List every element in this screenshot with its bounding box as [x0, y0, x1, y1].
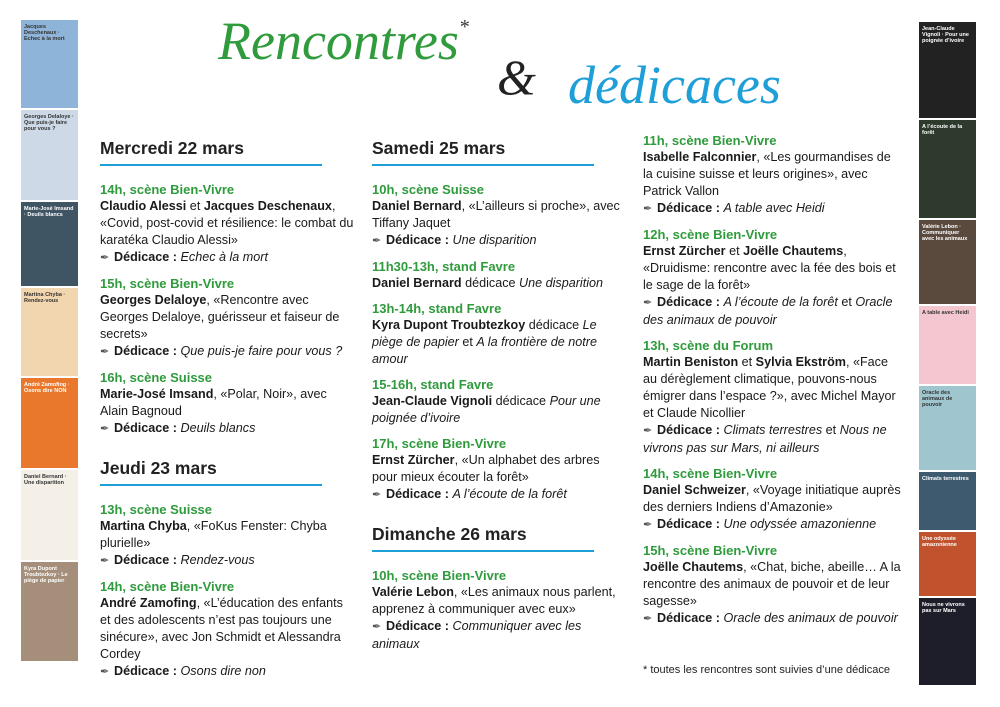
- left-book-strip: [21, 20, 78, 663]
- event-time: 14h, scène Bien-Vivre: [643, 466, 778, 481]
- event-description: [372, 585, 616, 616]
- day-heading: Mercredi 22 mars: [100, 138, 322, 166]
- event-entry: [372, 258, 622, 292]
- author-name: Joëlle Chautems: [743, 244, 844, 258]
- event-text: , «Covid, post-covid et résilience: le combat du karatéka Claudio Alessi»: [100, 199, 354, 247]
- dedicace-line: [643, 516, 901, 534]
- dedicace-line: [100, 420, 356, 438]
- dedicace-label: Dédicace :: [657, 201, 724, 215]
- event-text: , «Druidisme: rencontre avec la fée des bois et le sage de la forêt»: [643, 244, 896, 292]
- event-description: [643, 244, 896, 292]
- author-name: Ernst Zürcher: [372, 453, 455, 467]
- author-name: Jacques Deschenaux: [203, 199, 332, 213]
- book-cover-image: [21, 562, 78, 661]
- book-cover-image: [919, 306, 976, 384]
- dedicace-label: Dédicace :: [386, 233, 453, 247]
- book-cover-title: A l’écoute de la forêt: [922, 124, 963, 136]
- event-text: , «Voyage initiatique auprès des derniers Indiens d’Amazonie»: [643, 483, 901, 514]
- book-title: Oracle des animaux de pouvoir: [723, 611, 898, 625]
- event-time: 13h, scène du Forum: [643, 338, 774, 353]
- feather-pen-icon: ✒: [100, 252, 110, 264]
- event-description: [100, 293, 339, 341]
- book-cover-image: [21, 202, 78, 286]
- book-title: Que puis-je faire pour vous ?: [180, 344, 343, 358]
- book-cover-title: Marie-José Imsand · Deuils blancs: [24, 206, 74, 218]
- dedicace-label: Dédicace :: [657, 423, 724, 437]
- event-text: , «Chat, biche, abeille… A la rencontre des animaux de pouvoir et de leur sagesse»: [643, 560, 901, 608]
- event-entry: [100, 578, 356, 681]
- event-text: , «Rencontre avec Georges Delaloye, guérisseur et faiseur de secrets»: [100, 293, 340, 341]
- event-time: 11h, scène Bien-Vivre: [643, 133, 777, 148]
- book-title: Une disparition: [452, 233, 537, 247]
- book-cover-image: [919, 598, 976, 685]
- event-text: dédicace: [461, 276, 520, 290]
- book-cover-title: Valérie Lebon · Communiquer avec les animaux: [922, 224, 968, 242]
- schedule-column-2: [372, 132, 622, 661]
- book-title: A l’écoute de la forêt: [723, 295, 838, 309]
- event-text: , «FoKus Fenster: Chyba plurielle»: [100, 519, 327, 550]
- event-description: [372, 199, 620, 230]
- feather-pen-icon: ✒: [372, 621, 382, 633]
- dedicace-label: Dédicace :: [657, 611, 724, 625]
- event-entry: [643, 465, 901, 534]
- book-cover-image: [919, 472, 976, 530]
- feather-pen-icon: ✒: [372, 235, 382, 247]
- event-entry: [643, 132, 901, 218]
- dedicace-label: Dédicace :: [114, 250, 181, 264]
- author-name: Martina Chyba: [100, 519, 187, 533]
- book-cover-image: [21, 110, 78, 200]
- book-title: A l’écoute de la forêt: [452, 487, 567, 501]
- feather-pen-icon: ✒: [643, 297, 653, 309]
- event-description: [100, 596, 343, 661]
- event-time: 14h, scène Bien-Vivre: [100, 579, 235, 594]
- dedicace-line: [372, 232, 622, 250]
- day-heading: Dimanche 26 mars: [372, 524, 594, 552]
- event-time: 15h, scène Bien-Vivre: [100, 276, 235, 291]
- event-description: [643, 560, 901, 608]
- feather-pen-icon: ✒: [643, 613, 653, 625]
- event-entry: [100, 369, 356, 438]
- dedicace-line: [100, 343, 356, 361]
- event-description: [100, 387, 327, 418]
- event-description: [372, 318, 597, 366]
- event-time: 16h, scène Suisse: [100, 370, 213, 385]
- dedicace-label: Dédicace :: [657, 517, 724, 531]
- book-cover-image: [21, 378, 78, 468]
- feather-pen-icon: ✒: [643, 203, 653, 215]
- event-text: , «Les animaux nous parlent, apprenez à communiquer avec eux»: [372, 585, 616, 616]
- day-heading: Samedi 25 mars: [372, 138, 594, 166]
- event-time: 15-16h, stand Favre: [372, 377, 494, 392]
- day-heading: Jeudi 23 mars: [100, 458, 322, 486]
- book-cover-title: Daniel Bernard · Une disparition: [24, 474, 67, 486]
- event-time: 13h, scène Suisse: [100, 502, 213, 517]
- book-title: Une odyssée amazonienne: [723, 517, 877, 531]
- book-cover-title: Nous ne vivrons pas sur Mars: [922, 602, 965, 614]
- dedicace-label: Dédicace :: [114, 344, 181, 358]
- dedicace-label: Dédicace :: [386, 487, 453, 501]
- event-text: dédicace: [525, 318, 583, 332]
- book-title: Climats terrestres: [723, 423, 823, 437]
- book-title: Rendez-vous: [180, 553, 255, 567]
- schedule-column-3: [643, 132, 901, 636]
- dedicace-line: [643, 200, 901, 218]
- event-text: et: [458, 335, 477, 349]
- event-description: [372, 394, 601, 425]
- event-text: dédicace: [492, 394, 550, 408]
- author-name: André Zamofing: [100, 596, 197, 610]
- dedicace-label: Dédicace :: [386, 619, 453, 633]
- event-text: , «Face au dérèglement climatique, pouvons-nous émigrer dans l’espace ?», avec Michel Mayor et Claude Nicollier: [643, 355, 896, 420]
- event-text: , «Les gourmandises de la cuisine suisse et leurs origines», avec Patrick Vallon: [643, 150, 891, 198]
- event-text: , «L’ailleurs si proche», avec Tiffany Jaquet: [372, 199, 620, 230]
- book-cover-title: Martina Chyba · Rendez-vous: [24, 292, 66, 304]
- event-description: [643, 483, 901, 514]
- author-name: Georges Delaloye: [100, 293, 207, 307]
- event-description: [100, 199, 353, 247]
- event-entry: [643, 542, 901, 628]
- book-cover-title: Une odyssée amazonienne: [922, 536, 957, 548]
- book-cover-title: André Zamofing · Osons dire NON: [24, 382, 70, 394]
- author-name: Jean-Claude Vignoli: [372, 394, 493, 408]
- book-title: Communiquer avec les animaux: [372, 619, 582, 651]
- feather-pen-icon: ✒: [100, 346, 110, 358]
- event-description: [100, 519, 327, 550]
- dedicace-line: [372, 618, 622, 653]
- event-entry: [100, 501, 356, 570]
- author-name: Kyra Dupont Troubtezkoy: [372, 318, 526, 332]
- book-title: Oracle des animaux de pouvoir: [643, 295, 893, 327]
- book-title: Osons dire non: [180, 664, 266, 678]
- book-cover-title: A table avec Heidi: [922, 310, 969, 316]
- book-title: Une disparition: [519, 276, 604, 290]
- event-time: 12h, scène Bien-Vivre: [643, 227, 778, 242]
- book-cover-image: [919, 220, 976, 304]
- dedicace-line: [100, 552, 356, 570]
- dedicace-line: [643, 294, 901, 329]
- book-cover-image: [21, 288, 78, 376]
- event-time: 10h, scène Bien-Vivre: [372, 568, 507, 583]
- feather-pen-icon: ✒: [372, 489, 382, 501]
- book-cover-image: [919, 22, 976, 118]
- book-cover-image: [919, 386, 976, 470]
- feather-pen-icon: ✒: [100, 423, 110, 435]
- author-name: Daniel Schweizer: [643, 483, 746, 497]
- event-description: [372, 453, 600, 484]
- event-entry: [372, 300, 622, 368]
- author-name: Sylvia Ekström: [755, 355, 846, 369]
- book-cover-image: [21, 470, 78, 560]
- event-description: [643, 150, 891, 198]
- book-cover-title: Jacques Deschenaux · Echec à la mort: [24, 24, 65, 42]
- dedicace-label: Dédicace :: [114, 421, 181, 435]
- author-name: Joëlle Chautems: [643, 560, 744, 574]
- event-description: [643, 355, 896, 420]
- dedicace-label: Dédicace :: [114, 553, 181, 567]
- event-entry: [372, 376, 622, 427]
- feather-pen-icon: ✒: [643, 519, 653, 531]
- event-text: et: [837, 295, 856, 309]
- book-title: A table avec Heidi: [723, 201, 825, 215]
- event-entry: [643, 337, 901, 457]
- feather-pen-icon: ✒: [643, 425, 653, 437]
- book-title: Nous ne vivrons pas sur Mars, ni ailleurs: [643, 423, 887, 455]
- dedicace-line: [372, 486, 622, 504]
- book-cover-image: [919, 532, 976, 596]
- event-entry: [372, 181, 622, 250]
- title-dedicaces: dédicaces: [568, 55, 781, 115]
- book-title: Pour une poignée d’ivoire: [372, 394, 601, 425]
- book-cover-title: Kyra Dupont Troubtezkoy · Le piège de papier: [24, 566, 68, 584]
- book-cover-image: [919, 120, 976, 218]
- author-name: Ernst Zürcher: [643, 244, 726, 258]
- book-title: Deuils blancs: [180, 421, 256, 435]
- book-cover-title: Georges Delaloye · Que puis-je faire pour vous ?: [24, 114, 74, 132]
- event-entry: [100, 275, 356, 361]
- book-cover-title: Climats terrestres: [922, 476, 969, 482]
- event-time: 10h, scène Suisse: [372, 182, 485, 197]
- event-time: 17h, scène Bien-Vivre: [372, 436, 507, 451]
- book-cover-image: [21, 20, 78, 108]
- event-entry: [643, 226, 901, 329]
- author-name: Daniel Bernard: [372, 276, 462, 290]
- book-cover-title: Oracle des animaux de pouvoir: [922, 390, 953, 408]
- feather-pen-icon: ✒: [100, 555, 110, 567]
- dedicace-line: [100, 249, 356, 267]
- event-entry: [372, 567, 622, 653]
- event-text: et: [822, 423, 840, 437]
- feather-pen-icon: ✒: [100, 666, 110, 678]
- footnote: * toutes les rencontres sont suivies d’une dédicace: [643, 664, 891, 676]
- event-time: 11h30-13h, stand Favre: [372, 259, 516, 274]
- event-time: 14h, scène Bien-Vivre: [100, 182, 235, 197]
- event-text: et: [738, 355, 756, 369]
- dedicace-label: Dédicace :: [114, 664, 181, 678]
- title-rencontres: Rencontres*: [218, 11, 469, 71]
- event-text: et: [725, 244, 744, 258]
- author-name: Daniel Bernard: [372, 199, 462, 213]
- event-text: , «Polar, Noir», avec Alain Bagnoud: [100, 387, 327, 418]
- author-name: Valérie Lebon: [372, 585, 454, 599]
- schedule-column-1: [100, 132, 356, 689]
- author-name: Marie-José Imsand: [100, 387, 214, 401]
- event-text: , «L’éducation des enfants et des adolescents n’est pas toujours une sinécure», avec Jon Schmidt et Alessandra Cordey: [100, 596, 343, 661]
- dedicace-line: [643, 610, 901, 628]
- event-time: 15h, scène Bien-Vivre: [643, 543, 778, 558]
- event-text: et: [186, 199, 204, 213]
- book-cover-title: Jean-Claude Vignoli · Pour une poignée d’ivoire: [922, 26, 969, 44]
- right-book-strip: [919, 22, 976, 687]
- event-text: , «Un alphabet des arbres pour mieux écouter la forêt»: [372, 453, 600, 484]
- event-entry: [372, 435, 622, 504]
- author-name: Martin Beniston: [643, 355, 739, 369]
- event-description: [372, 276, 603, 290]
- event-entry: [100, 181, 356, 267]
- book-title: Echec à la mort: [180, 250, 268, 264]
- author-name: Claudio Alessi: [100, 199, 187, 213]
- title-ampersand: &: [497, 49, 536, 105]
- dedicace-label: Dédicace :: [657, 295, 724, 309]
- dedicace-line: [643, 422, 901, 457]
- event-time: 13h-14h, stand Favre: [372, 301, 502, 316]
- dedicace-line: [100, 663, 356, 681]
- book-title: A la frontière de notre amour: [372, 335, 597, 366]
- book-title: Le piège de papier: [372, 318, 597, 349]
- author-name: Isabelle Falconnier: [643, 150, 757, 164]
